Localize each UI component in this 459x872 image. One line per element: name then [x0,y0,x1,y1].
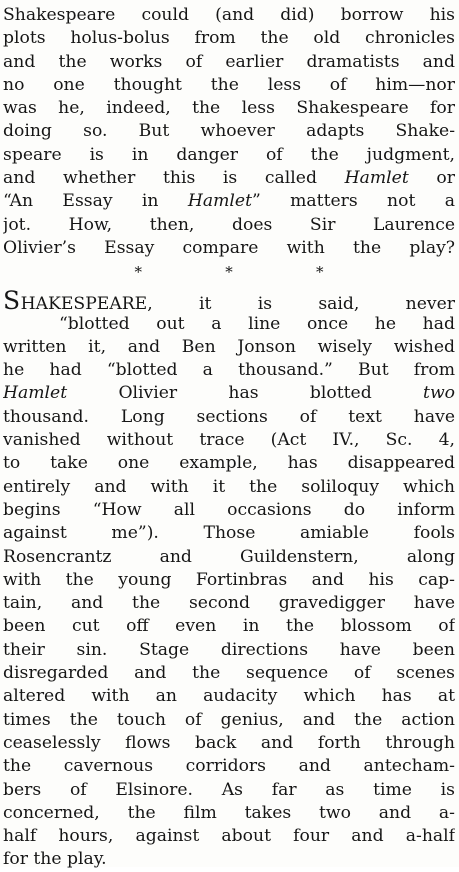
intro-paragraph [3,4,455,260]
separator-star: * [316,263,324,282]
text-line: Rosencrantz and Guildenstern, along [3,546,455,567]
text-line: no one thought the less of him—nor [3,74,455,95]
text-line [3,167,455,190]
text-line: bers of Elsinore. As far as time is [3,779,455,800]
text-line: written it, and Ben Jonson wisely wished [3,336,455,357]
text-line: speare is in danger of the judgment, [3,144,455,165]
text-run: or [436,168,455,189]
text-line: tain, and the second gravedigger have [3,593,455,614]
separator-star: * [134,263,142,282]
text-line: half hours, against about four and a-half [3,826,455,847]
text-line: been cut off even in the blossom of [3,616,455,637]
text-line: disregarded and the sequence of scenes [3,663,455,684]
text-line: ceaselessly flows back and forth through [3,732,455,753]
title-italic: Hamlet [3,383,68,404]
text-column [3,4,455,872]
text-line [3,289,455,312]
emphasis-italic: two [423,383,455,404]
text-line: plots holus-bolus from the old chronicles [3,28,455,49]
text-line: times the touch of genius, and the action [3,709,455,730]
text-line: altered with an audacity which has at [3,686,455,707]
text-line: vanished without trace (Act IV., Sc. 4, [3,430,455,451]
text-line: their sin. Stage directions have been [3,639,455,660]
text-line: against me”). Those amiable fools [3,523,455,544]
text-line: concerned, the film takes two and a- [3,802,455,823]
text-line [3,382,455,405]
text-run: ” matters not a [251,191,455,212]
text-line: “blotted out a line once he had [59,313,455,334]
section-separator [3,258,455,287]
text-line: he had “blotted a thousand.” But from [3,360,455,381]
text-line: jot. How, then, does Sir Laurence [3,214,455,235]
text-line: begins “How all occasions do inform [3,499,455,520]
text-run: “An Essay in [3,191,159,212]
lead-in [3,289,153,313]
title-italic: Hamlet [187,191,252,212]
text-line: Olivier’s Essay compare with the play? [3,237,455,258]
text-run: and whether this is called [3,168,317,189]
text-line: the cavernous corridors and antecham- [3,756,455,777]
lead-word: HAKESPEARE, [20,294,153,313]
drop-cap: S [3,289,21,313]
text-line [3,190,455,213]
text-line: was he, indeed, the less Shakespeare for [3,98,455,119]
text-line: doing so. But whoever adapts Shake- [3,121,455,142]
text-line: with the young Fortinbras and his cap- [3,569,455,590]
text-line: to take one example, has disappeared [3,453,455,474]
title-italic: Hamlet [344,168,409,189]
text-line: thousand. Long sections of text have [3,406,455,427]
text-line: and the works of earlier dramatists and [3,51,455,72]
text-run: it is said, never [199,294,455,313]
text-line: entirely and with it the soliloquy which [3,476,455,497]
article-paragraph [3,289,455,871]
text-line: for the play. [3,849,107,870]
text-line: Shakespeare could (and did) borrow his [3,5,455,25]
text-run: Olivier has blotted [118,383,372,404]
separator-star: * [225,263,233,282]
